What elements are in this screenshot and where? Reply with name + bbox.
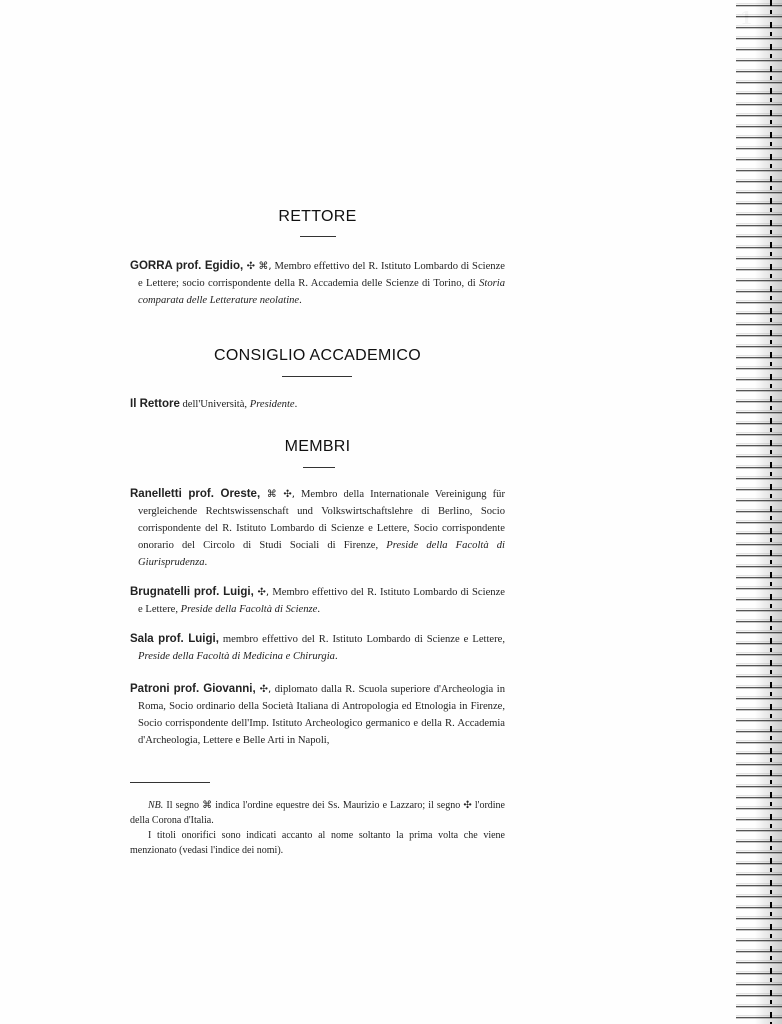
member-role: Preside della Facoltà di Medicina e Chirurgia [138, 651, 335, 662]
honor-symbols: ⌘ ✣, [260, 489, 295, 500]
scanned-edge-line [770, 0, 772, 1024]
member-name: Sala prof. Luigi, [130, 633, 219, 645]
member-entry: Ranelletti prof. Oreste, ⌘ ✣, Membro della Internationale Vereinigung für vergleichende Rechtswissenschaft und Volkswirtschaftslehre di Berlino, Socio corrispondente del R. Istituto Lombardo di Scienze e Lettere, Socio corrispondente onorario del Circolo di Studi Sociali di Firenze, Preside della Facoltà di Giurisprudenza. [130, 488, 505, 568]
scanned-page-edge [736, 0, 782, 1024]
member-entry: Sala prof. Luigi, membro effettivo del R. Istituto Lombardo di Scienze e Lettere, Preside della Facoltà di Medicina e Chirurgia. [130, 633, 505, 662]
member-name: Patroni prof. Giovanni, [130, 683, 256, 695]
member-role: Preside della Facoltà di Giurisprudenza [138, 540, 505, 568]
consiglio-heading: CONSIGLIO ACCADEMICO [214, 347, 421, 364]
honor-symbols: ✣, [255, 684, 272, 695]
membri-rule [303, 467, 335, 468]
member-text: Membro effettivo del R. Istituto Lombardo di Scienze e Lettere, [138, 587, 505, 615]
rettore-heading: RETTORE [278, 208, 357, 225]
consiglio-role: Presidente [249, 399, 295, 410]
footnote-label: NB. [148, 800, 164, 811]
member-role: Preside della Facoltà di Scienze [180, 604, 318, 615]
member-text: diplomato dalla R. Scuola superiore d'Archeologia in Roma, Socio ordinario della Società Italiana di Antropologia ed Etnologia in Firenze, Socio corrispondente dell'Imp. Istituto Archeologico germanico e della R. Accademia d'Archeologia, Lettere e Belle Arti in Napoli, [138, 684, 505, 746]
member-text: Membro della Internationale Vereinigung für vergleichende Rechtswissenschaft und Volkswirtschaftslehre di Berlino, Socio corrispondente del R. Istituto Lombardo di Scienze e Lettere, Socio corrispondente onorario del Circolo di Studi Sociali di Firenze, [138, 489, 505, 551]
consiglio-text: dell'Università, [179, 399, 250, 410]
member-text: membro effettivo del R. Istituto Lombardo di Scienze e Lettere, [218, 634, 505, 645]
rettore-rule [300, 236, 336, 237]
consiglio-entry: Il Rettore dell'Università, Presidente. [130, 398, 298, 410]
honor-symbols: ✣, [253, 587, 270, 598]
rettore-entry: GORRA prof. Egidio, ✣ ⌘, Membro effettivo del R. Istituto Lombardo di Scienze e Lettere; socio corrispondente della R. Accademia delle Scienze di Torino, di Storia comparata delle Letterature neolatine. [130, 260, 505, 306]
member-entry: Brugnatelli prof. Luigi, ✣, Membro effettivo del R. Istituto Lombardo di Scienze e Lettere, Preside della Facoltà di Scienze. [130, 586, 505, 615]
footnote-symbols [130, 798, 505, 828]
consiglio-name: Il Rettore [130, 398, 180, 410]
footnote-titles: I titoli onorifici sono indicati accanto al nome soltanto la prima volta che viene menzionato (vedasi l'indice dei nomi). [130, 830, 505, 856]
rettore-text: Membro effettivo del R. Istituto Lombardo di Scienze e Lettere; socio corrispondente della R. Accademia delle Scienze di Torino, di [138, 261, 505, 289]
consiglio-rule [282, 376, 352, 377]
honor-symbols: ✣ ⌘, [243, 261, 272, 272]
membri-heading: MEMBRI [284, 438, 351, 455]
member-name: Ranelletti prof. Oreste, [130, 488, 261, 500]
rettore-name: GORRA prof. Egidio, [130, 260, 244, 272]
footnote-rule [130, 782, 210, 783]
rettore-subject: Storia comparata delle Letterature neolatine [138, 278, 505, 306]
footnote-text: Il segno ⌘ indica l'ordine equestre dei Ss. Maurizio e Lazzaro; il segno ✣ l'ordine della Corona d'Italia. [130, 800, 505, 826]
member-entry [130, 681, 505, 749]
footnotes [130, 798, 505, 858]
member-name: Brugnatelli prof. Luigi, [130, 586, 254, 598]
